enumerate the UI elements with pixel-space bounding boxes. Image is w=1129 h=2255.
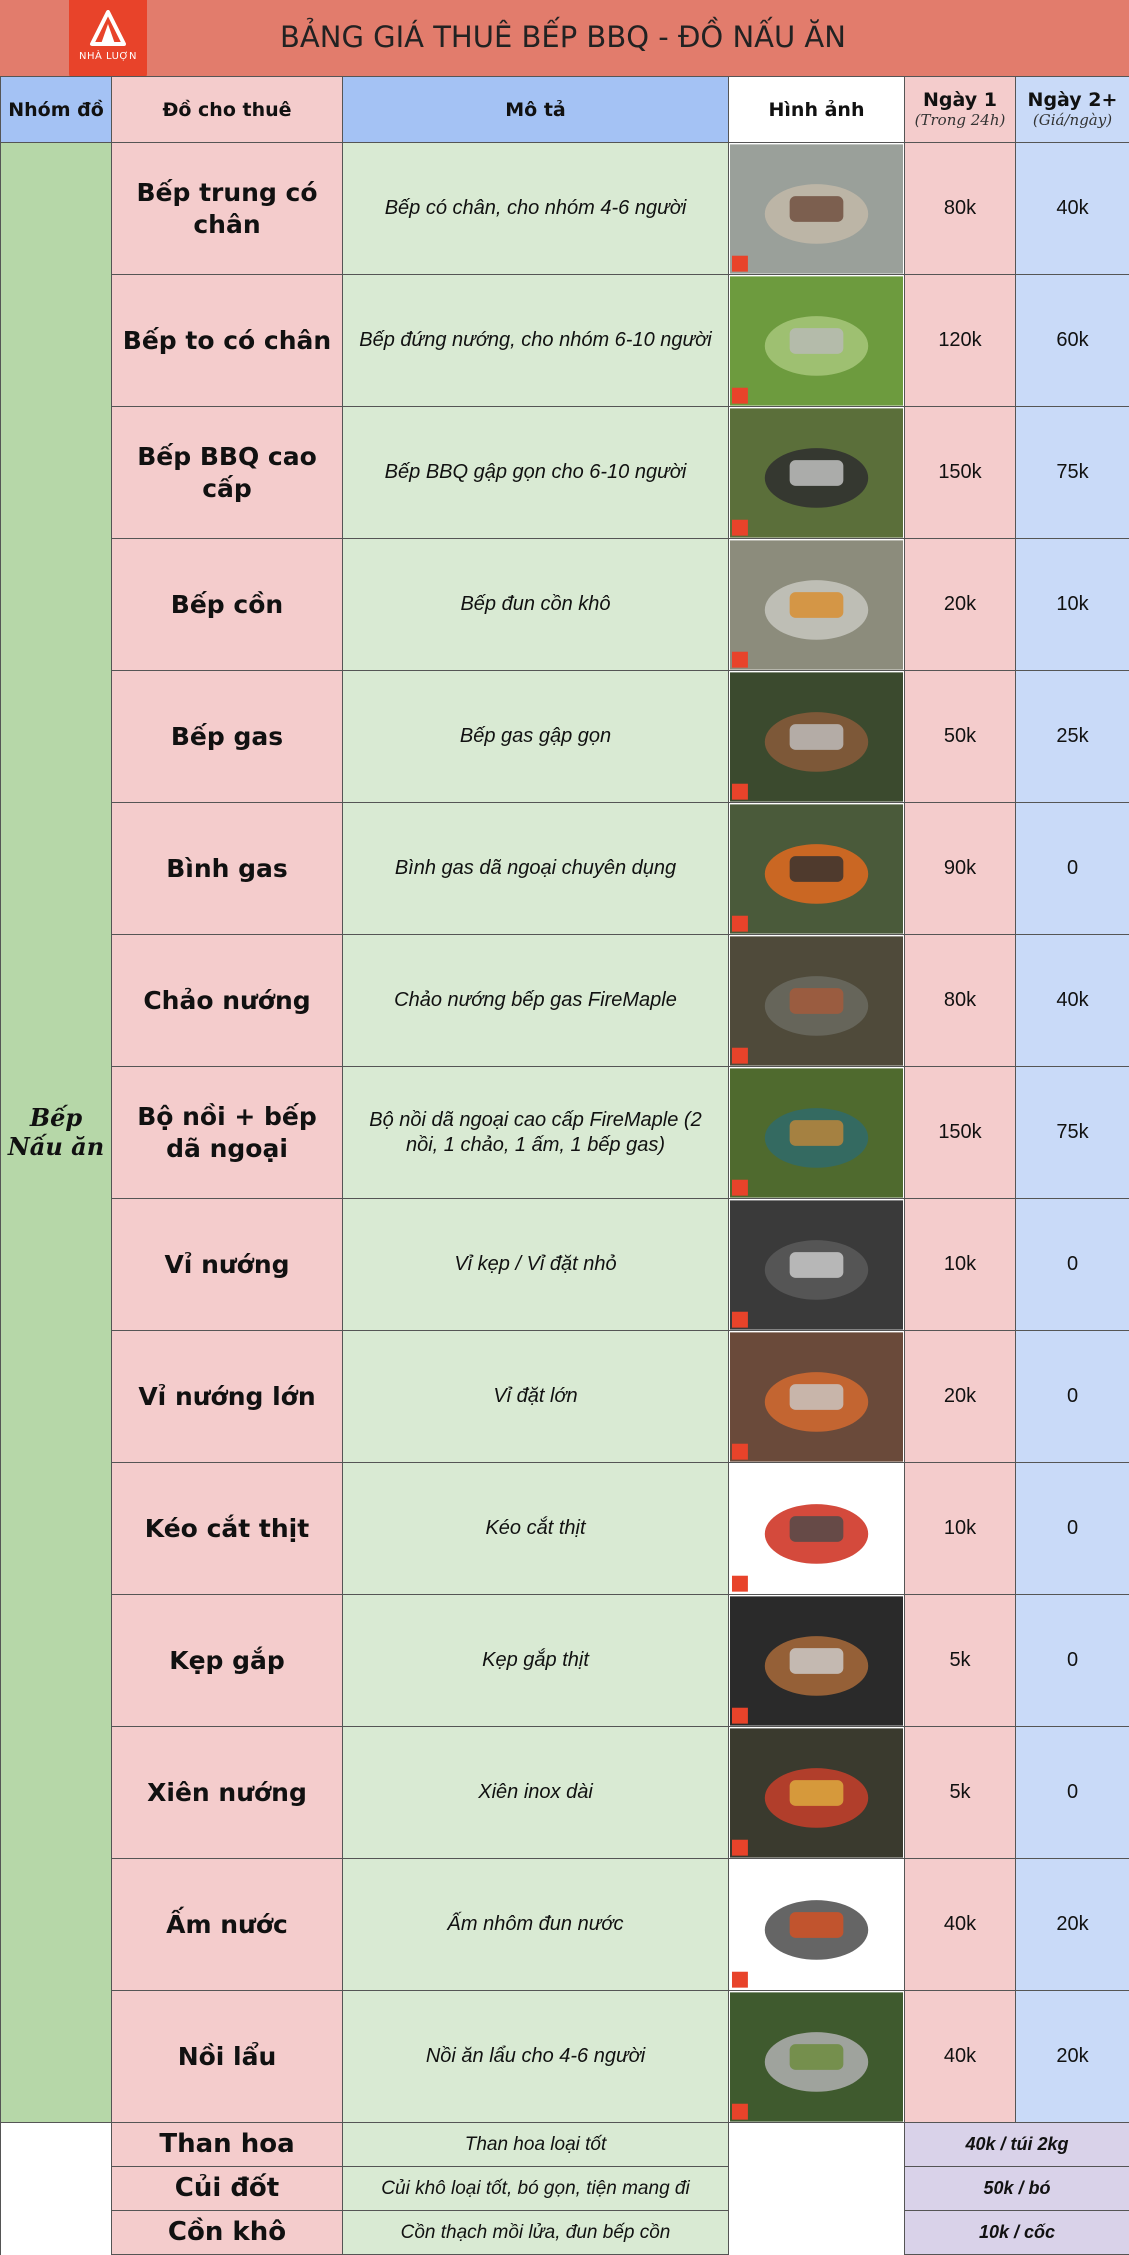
item-price-day2: 0 xyxy=(1016,1595,1129,1727)
item-price-day2: 0 xyxy=(1016,1199,1129,1331)
item-image-cell xyxy=(729,803,905,935)
consumable-row xyxy=(1,2167,1129,2211)
item-image xyxy=(729,1860,904,1990)
watermark-logo-icon xyxy=(732,1575,748,1591)
consumable-description: Than hoa loại tốt xyxy=(343,2123,729,2167)
table-row xyxy=(1,539,1129,671)
group-cell xyxy=(1,143,112,2123)
product-photo xyxy=(730,1860,903,1990)
product-photo xyxy=(730,276,903,406)
product-photo xyxy=(730,936,903,1066)
watermark-logo-icon xyxy=(732,1443,748,1459)
item-image xyxy=(729,936,904,1066)
item-image xyxy=(729,1728,904,1858)
tent-icon xyxy=(88,10,128,48)
item-image xyxy=(729,1068,904,1198)
item-image-cell xyxy=(729,935,905,1067)
table-row xyxy=(1,1991,1129,2123)
consumable-name: Củi đốt xyxy=(112,2167,343,2211)
item-price-day2: 40k xyxy=(1016,143,1129,275)
table-row xyxy=(1,1727,1129,1859)
item-price-day1: 40k xyxy=(905,1991,1016,2123)
item-image xyxy=(729,408,904,538)
group-label-line2: Nấu ăn xyxy=(7,1131,105,1161)
item-price-day1: 5k xyxy=(905,1595,1016,1727)
item-description: Chảo nướng bếp gas FireMaple xyxy=(343,935,729,1067)
item-price-day1: 10k xyxy=(905,1463,1016,1595)
table-row xyxy=(1,1199,1129,1331)
item-price-day1: 80k xyxy=(905,143,1016,275)
product-photo xyxy=(730,408,903,538)
empty-cell xyxy=(1,2211,112,2255)
item-name: Chảo nướng xyxy=(112,935,343,1067)
table-row xyxy=(1,1067,1129,1199)
item-image xyxy=(729,1200,904,1330)
item-price-day2: 60k xyxy=(1016,275,1129,407)
item-image-cell xyxy=(729,1067,905,1199)
item-description: Bình gas dã ngoại chuyên dụng xyxy=(343,803,729,935)
item-name: Bếp cồn xyxy=(112,539,343,671)
item-price-day2: 0 xyxy=(1016,803,1129,935)
consumable-price: 10k / cốc xyxy=(905,2211,1129,2255)
consumable-name: Than hoa xyxy=(112,2123,343,2167)
empty-cell xyxy=(729,2167,905,2211)
item-name: Kéo cắt thịt xyxy=(112,1463,343,1595)
item-image-cell xyxy=(729,1595,905,1727)
item-price-day1: 90k xyxy=(905,803,1016,935)
item-name: Bình gas xyxy=(112,803,343,935)
logo-text: NHÀ LUỢN xyxy=(78,51,138,62)
column-header-day2 xyxy=(1016,77,1129,143)
item-price-day1: 40k xyxy=(905,1859,1016,1991)
empty-cell xyxy=(1,2123,112,2167)
watermark-logo-icon xyxy=(732,1839,748,1855)
item-description: Nồi ăn lẩu cho 4-6 người xyxy=(343,1991,729,2123)
table-row xyxy=(1,803,1129,935)
item-price-day2: 10k xyxy=(1016,539,1129,671)
product-photo xyxy=(730,1200,903,1330)
empty-cell xyxy=(1,2167,112,2211)
watermark-logo-icon xyxy=(732,1047,748,1063)
item-image xyxy=(729,672,904,802)
item-price-day2: 75k xyxy=(1016,407,1129,539)
watermark-logo-icon xyxy=(732,519,748,535)
header-band xyxy=(0,0,1129,77)
item-name: Vỉ nướng lớn xyxy=(112,1331,343,1463)
product-photo xyxy=(730,1332,903,1462)
item-price-day1: 20k xyxy=(905,539,1016,671)
item-image-cell xyxy=(729,1727,905,1859)
item-description: Bếp BBQ gập gọn cho 6-10 người xyxy=(343,407,729,539)
item-image xyxy=(729,1464,904,1594)
column-header-group: Nhóm đồ xyxy=(1,77,112,143)
product-photo xyxy=(730,540,903,670)
consumable-description: Củi khô loại tốt, bó gọn, tiện mang đi xyxy=(343,2167,729,2211)
table-header-row xyxy=(1,77,1129,143)
table-row xyxy=(1,1595,1129,1727)
item-image-cell xyxy=(729,275,905,407)
item-price-day2: 75k xyxy=(1016,1067,1129,1199)
watermark-logo-icon xyxy=(732,2103,748,2119)
item-image xyxy=(729,1992,904,2122)
product-photo xyxy=(730,1464,903,1594)
empty-cell xyxy=(729,2123,905,2167)
product-photo xyxy=(730,804,903,934)
item-price-day1: 80k xyxy=(905,935,1016,1067)
item-description: Bếp đun cồn khô xyxy=(343,539,729,671)
item-name: Ấm nước xyxy=(112,1859,343,1991)
watermark-logo-icon xyxy=(732,387,748,403)
item-image xyxy=(729,540,904,670)
watermark-logo-icon xyxy=(732,915,748,931)
day2-sublabel: (Giá/ngày) xyxy=(1032,110,1113,129)
item-price-day1: 150k xyxy=(905,407,1016,539)
item-name: Nồi lẩu xyxy=(112,1991,343,2123)
table-row xyxy=(1,935,1129,1067)
consumable-row xyxy=(1,2123,1129,2167)
table-row xyxy=(1,1859,1129,1991)
item-image-cell xyxy=(729,1463,905,1595)
product-photo xyxy=(730,1728,903,1858)
item-price-day1: 120k xyxy=(905,275,1016,407)
item-description: Bếp có chân, cho nhóm 4-6 người xyxy=(343,143,729,275)
watermark-logo-icon xyxy=(732,651,748,667)
item-image xyxy=(729,1332,904,1462)
watermark-logo-icon xyxy=(732,1311,748,1327)
item-image-cell xyxy=(729,1331,905,1463)
item-price-day2: 20k xyxy=(1016,1859,1129,1991)
consumable-name: Cồn khô xyxy=(112,2211,343,2255)
watermark-logo-icon xyxy=(732,1971,748,1987)
item-image-cell xyxy=(729,1199,905,1331)
item-name: Kẹp gắp xyxy=(112,1595,343,1727)
item-description: Vỉ kẹp / Vỉ đặt nhỏ xyxy=(343,1199,729,1331)
empty-cell xyxy=(729,2211,905,2255)
item-image-cell xyxy=(729,671,905,803)
column-header-day1 xyxy=(905,77,1016,143)
item-description: Kẹp gắp thịt xyxy=(343,1595,729,1727)
item-description: Bộ nồi dã ngoại cao cấp FireMaple (2 nồi, 1 chảo, 1 ấm, 1 bếp gas) xyxy=(343,1067,729,1199)
item-price-day1: 50k xyxy=(905,671,1016,803)
table-row xyxy=(1,143,1129,275)
table-row xyxy=(1,1463,1129,1595)
consumable-description: Cồn thạch mồi lửa, đun bếp cồn xyxy=(343,2211,729,2255)
item-name: Bếp BBQ cao cấp xyxy=(112,407,343,539)
day1-label: Ngày 1 xyxy=(923,88,997,111)
product-photo xyxy=(730,1068,903,1198)
watermark-logo-icon xyxy=(732,783,748,799)
item-name: Xiên nướng xyxy=(112,1727,343,1859)
item-name: Bếp to có chân xyxy=(112,275,343,407)
item-price-day1: 5k xyxy=(905,1727,1016,1859)
item-price-day1: 150k xyxy=(905,1067,1016,1199)
table-row xyxy=(1,275,1129,407)
item-name: Bộ nồi + bếp dã ngoại xyxy=(112,1067,343,1199)
item-image-cell xyxy=(729,539,905,671)
item-image-cell xyxy=(729,407,905,539)
item-image xyxy=(729,276,904,406)
item-name: Vỉ nướng xyxy=(112,1199,343,1331)
item-price-day2: 40k xyxy=(1016,935,1129,1067)
page-title: BẢNG GIÁ THUÊ BẾP BBQ - ĐỒ NẤU ĂN xyxy=(280,20,846,54)
item-price-day2: 0 xyxy=(1016,1463,1129,1595)
group-label-line1: Bếp xyxy=(29,1102,83,1132)
item-description: Vỉ đặt lớn xyxy=(343,1331,729,1463)
item-description: Bếp gas gập gọn xyxy=(343,671,729,803)
item-image xyxy=(729,804,904,934)
product-photo xyxy=(730,144,903,274)
column-header-name: Đồ cho thuê xyxy=(112,77,343,143)
item-price-day2: 25k xyxy=(1016,671,1129,803)
item-price-day2: 20k xyxy=(1016,1991,1129,2123)
consumable-row xyxy=(1,2211,1129,2255)
column-header-description: Mô tả xyxy=(343,77,729,143)
column-header-image: Hình ảnh xyxy=(729,77,905,143)
product-photo xyxy=(730,672,903,802)
watermark-logo-icon xyxy=(732,1179,748,1195)
day1-sublabel: (Trong 24h) xyxy=(914,110,1006,129)
item-image xyxy=(729,144,904,274)
item-image xyxy=(729,1596,904,1726)
item-name: Bếp gas xyxy=(112,671,343,803)
item-price-day1: 20k xyxy=(905,1331,1016,1463)
watermark-logo-icon xyxy=(732,255,748,271)
item-price-day1: 10k xyxy=(905,1199,1016,1331)
brand-logo xyxy=(69,0,147,78)
item-description: Kéo cắt thịt xyxy=(343,1463,729,1595)
item-description: Ấm nhôm đun nước xyxy=(343,1859,729,1991)
consumable-price: 40k / túi 2kg xyxy=(905,2123,1129,2167)
item-image-cell xyxy=(729,143,905,275)
item-name: Bếp trung có chân xyxy=(112,143,343,275)
item-image-cell xyxy=(729,1991,905,2123)
price-table xyxy=(0,76,1129,2255)
item-image-cell xyxy=(729,1859,905,1991)
item-price-day2: 0 xyxy=(1016,1331,1129,1463)
day2-label: Ngày 2+ xyxy=(1027,88,1118,111)
table-row xyxy=(1,671,1129,803)
item-price-day2: 0 xyxy=(1016,1727,1129,1859)
consumable-price: 50k / bó xyxy=(905,2167,1129,2211)
item-description: Xiên inox dài xyxy=(343,1727,729,1859)
watermark-logo-icon xyxy=(732,1707,748,1723)
product-photo xyxy=(730,1596,903,1726)
table-row xyxy=(1,407,1129,539)
item-description: Bếp đứng nướng, cho nhóm 6-10 người xyxy=(343,275,729,407)
product-photo xyxy=(730,1992,903,2122)
table-row xyxy=(1,1331,1129,1463)
